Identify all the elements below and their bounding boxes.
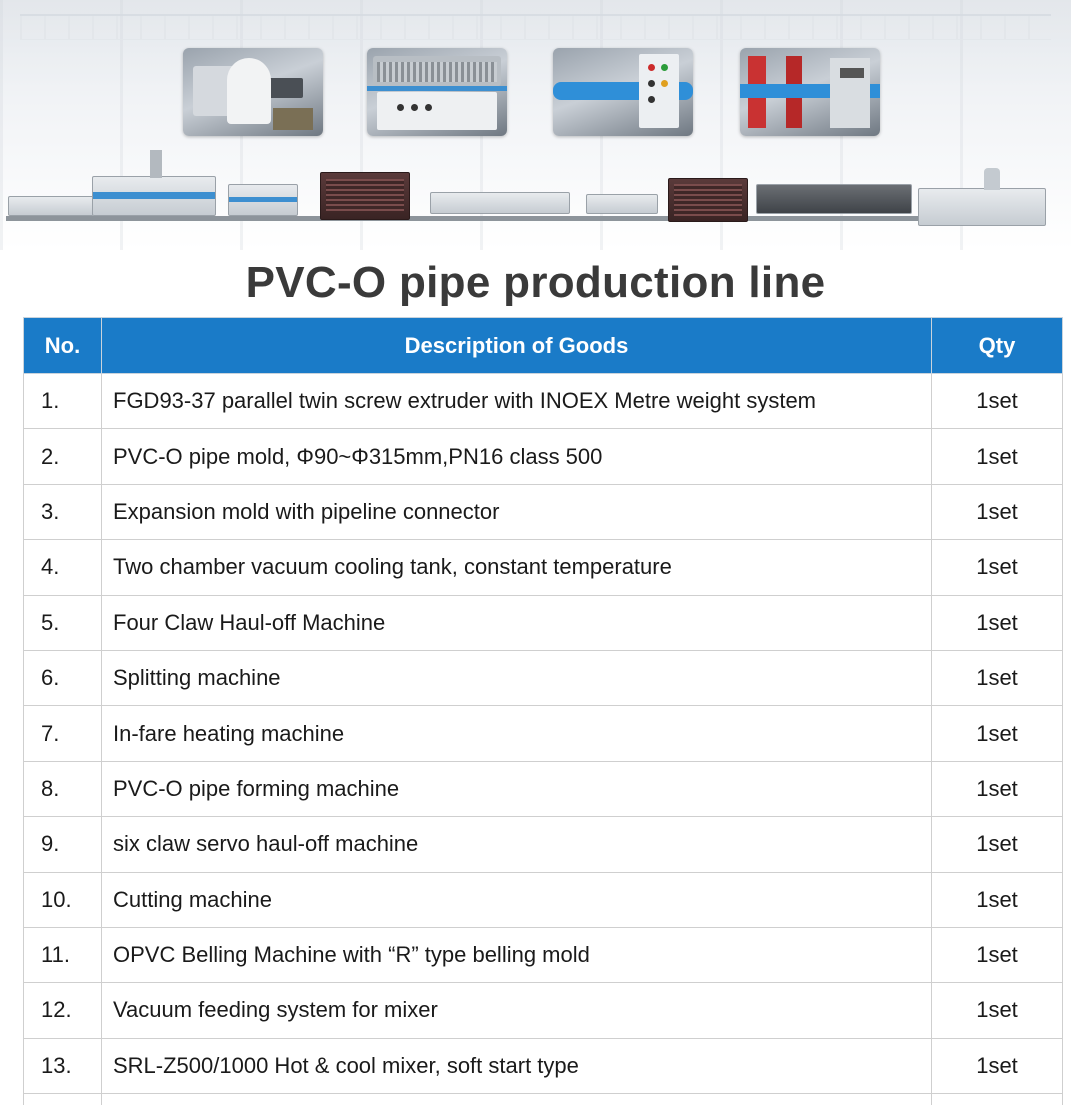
row-number-cell: 10. bbox=[24, 872, 102, 927]
thumbnail-extruder-photo bbox=[183, 48, 323, 136]
table-row bbox=[24, 650, 1063, 705]
empty-cell bbox=[932, 1094, 1063, 1105]
row-description-cell: six claw servo haul-off machine bbox=[102, 817, 932, 872]
row-number-cell: 6. bbox=[24, 650, 102, 705]
page-title: PVC-O pipe production line bbox=[245, 258, 826, 307]
table-row bbox=[24, 429, 1063, 484]
heating-tank-machine bbox=[668, 178, 748, 222]
control-cabinet-machine bbox=[228, 184, 298, 216]
forming-unit-machine bbox=[756, 184, 912, 214]
empty-cell bbox=[24, 1094, 102, 1105]
table-row bbox=[24, 706, 1063, 761]
row-description-cell: Two chamber vacuum cooling tank, constant temperature bbox=[102, 540, 932, 595]
column-header-no: No. bbox=[24, 318, 102, 374]
table-row bbox=[24, 872, 1063, 927]
row-number-cell: 7. bbox=[24, 706, 102, 761]
haul-off-unit-machine bbox=[92, 176, 216, 216]
row-description-cell: PVC-O pipe mold, Φ90~Φ315mm,PN16 class 500 bbox=[102, 429, 932, 484]
row-number-cell: 1. bbox=[24, 374, 102, 429]
table-row bbox=[24, 761, 1063, 816]
thumbnail-red-machine-photo bbox=[740, 48, 880, 136]
row-number-cell: 4. bbox=[24, 540, 102, 595]
row-number-cell: 2. bbox=[24, 429, 102, 484]
table-row bbox=[24, 983, 1063, 1038]
row-qty-cell: 1set bbox=[932, 872, 1063, 927]
production-line-floor bbox=[6, 216, 1046, 221]
row-description-cell: Splitting machine bbox=[102, 650, 932, 705]
row-qty-cell: 1set bbox=[932, 927, 1063, 982]
row-description-cell: FGD93-37 parallel twin screw extruder with INOEX Metre weight system bbox=[102, 374, 932, 429]
row-description-cell: Vacuum feeding system for mixer bbox=[102, 983, 932, 1038]
goods-table bbox=[23, 317, 1063, 1105]
empty-cell bbox=[102, 1094, 932, 1105]
row-description-cell: PVC-O pipe forming machine bbox=[102, 761, 932, 816]
row-qty-cell: 1set bbox=[932, 540, 1063, 595]
splitter-machine bbox=[586, 194, 658, 214]
row-number-cell: 8. bbox=[24, 761, 102, 816]
row-description-cell: Expansion mold with pipeline connector bbox=[102, 484, 932, 539]
row-qty-cell: 1set bbox=[932, 650, 1063, 705]
column-header-qty: Qty bbox=[932, 318, 1063, 374]
thumbnail-pipe-forming-photo bbox=[553, 48, 693, 136]
cutting-table-machine bbox=[8, 196, 94, 216]
row-number-cell: 3. bbox=[24, 484, 102, 539]
row-qty-cell: 1set bbox=[932, 484, 1063, 539]
row-qty-cell: 1set bbox=[932, 983, 1063, 1038]
thumbnail-haul-off-photo bbox=[367, 48, 507, 136]
row-qty-cell: 1set bbox=[932, 1038, 1063, 1093]
table-header-row bbox=[24, 318, 1063, 374]
table-row bbox=[24, 374, 1063, 429]
row-qty-cell: 1set bbox=[932, 374, 1063, 429]
hero-banner bbox=[0, 0, 1071, 250]
row-number-cell: 12. bbox=[24, 983, 102, 1038]
row-number-cell: 9. bbox=[24, 817, 102, 872]
row-number-cell: 11. bbox=[24, 927, 102, 982]
row-qty-cell: 1set bbox=[932, 761, 1063, 816]
table-row bbox=[24, 484, 1063, 539]
row-qty-cell: 1set bbox=[932, 817, 1063, 872]
row-qty-cell: 1set bbox=[932, 706, 1063, 761]
row-qty-cell: 1set bbox=[932, 429, 1063, 484]
row-description-cell: OPVC Belling Machine with “R” type belling mold bbox=[102, 927, 932, 982]
column-header-description: Description of Goods bbox=[102, 318, 932, 374]
table-row bbox=[24, 540, 1063, 595]
table-row-continuation bbox=[24, 1094, 1063, 1105]
table-row bbox=[24, 817, 1063, 872]
row-description-cell: SRL-Z500/1000 Hot & cool mixer, soft start type bbox=[102, 1038, 932, 1093]
row-number-cell: 13. bbox=[24, 1038, 102, 1093]
table-row bbox=[24, 595, 1063, 650]
extruder-hopper bbox=[984, 168, 1000, 190]
table-row bbox=[24, 927, 1063, 982]
cooling-section-machine bbox=[430, 192, 570, 214]
row-description-cell: Four Claw Haul-off Machine bbox=[102, 595, 932, 650]
twin-screw-extruder-machine bbox=[918, 188, 1046, 226]
factory-roof-truss bbox=[20, 14, 1051, 40]
row-description-cell: In-fare heating machine bbox=[102, 706, 932, 761]
haul-off-mast bbox=[150, 150, 162, 178]
row-number-cell: 5. bbox=[24, 595, 102, 650]
vacuum-tank-machine bbox=[320, 172, 410, 220]
table-row bbox=[24, 1038, 1063, 1093]
row-description-cell: Cutting machine bbox=[102, 872, 932, 927]
row-qty-cell: 1set bbox=[932, 595, 1063, 650]
